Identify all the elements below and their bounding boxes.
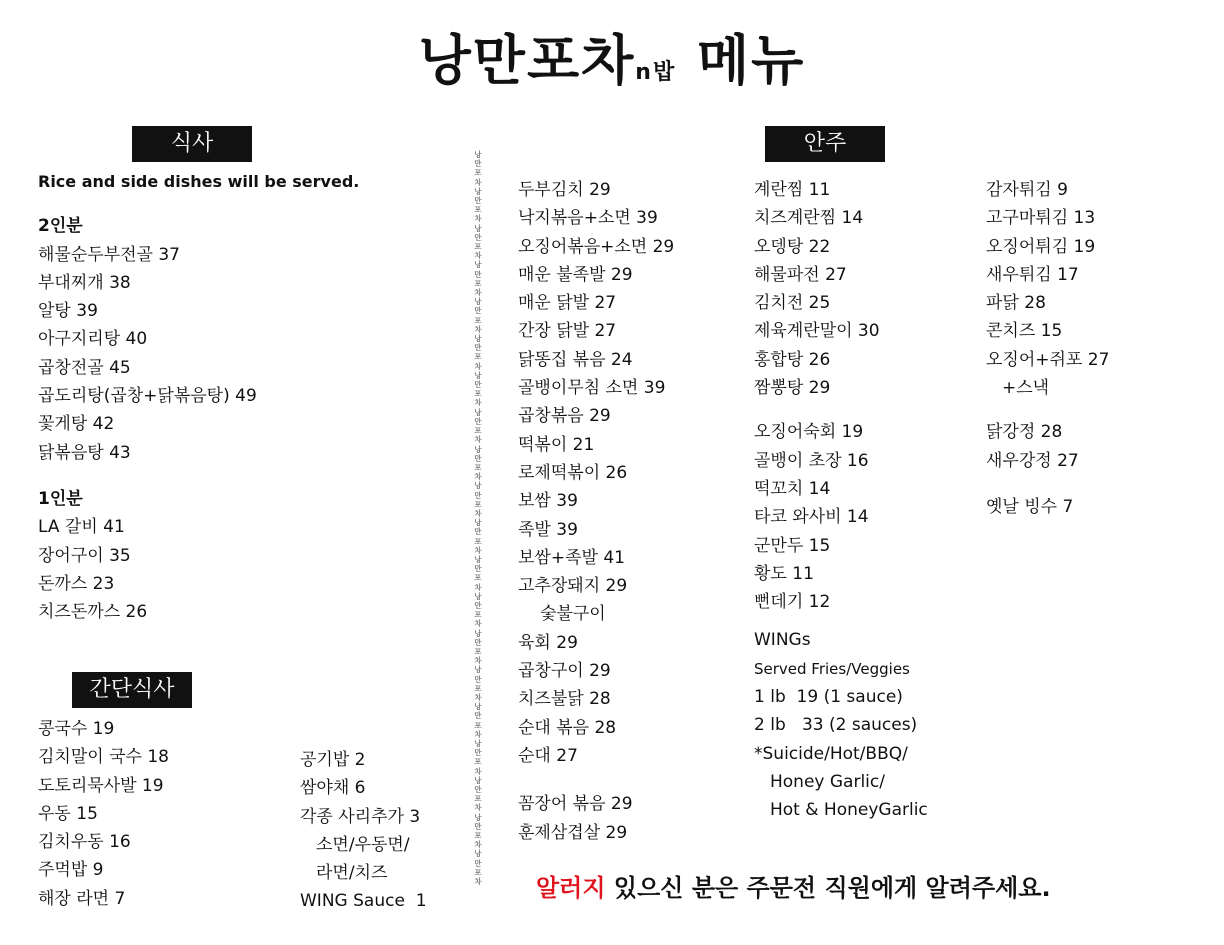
list-item: 떡볶이 21 xyxy=(518,434,595,455)
list-item-sub: 숯불구이 xyxy=(540,604,606,625)
list-item: 오징어숙회 19 xyxy=(754,422,864,443)
snacks-banner: 안주 xyxy=(765,126,885,162)
list-item: 골뱅이 초장 16 xyxy=(754,450,869,471)
list-item: 닭볶음탕 43 xyxy=(38,442,131,463)
two-person-header: 2인분 xyxy=(38,216,83,237)
list-item: 2 lb 33 (2 sauces) xyxy=(754,715,918,736)
one-person-header: 1인분 xyxy=(38,488,83,509)
list-item: 보쌈 39 xyxy=(518,491,578,512)
list-item: 홍합탕 26 xyxy=(754,349,831,370)
list-item: 오징어+쥐포 27 xyxy=(986,349,1110,370)
list-item-sub: 소면/우동면/ xyxy=(316,834,410,855)
list-item: LA 갈비 41 xyxy=(38,517,125,538)
allergy-word: 알러지 xyxy=(536,874,606,902)
list-item: 뻔데기 12 xyxy=(754,592,831,613)
list-item: *Suicide/Hot/BBQ/ xyxy=(754,743,908,764)
list-item: 새우강정 27 xyxy=(986,450,1079,471)
list-item: 족발 39 xyxy=(518,519,578,540)
list-item: 타코 와사비 14 xyxy=(754,507,869,528)
title-main: 낭만포차 xyxy=(418,29,636,92)
list-item: 우동 15 xyxy=(38,803,98,824)
wing-sauce-item: WING Sauce 1 xyxy=(300,891,427,912)
list-item: 공기밥 2 xyxy=(300,750,366,770)
list-item: 김치전 25 xyxy=(754,293,831,314)
rice-note: Rice and side dishes will be served. xyxy=(38,172,360,191)
list-item: 오뎅탕 22 xyxy=(754,236,831,257)
list-item: 매운 닭발 27 xyxy=(518,293,617,314)
list-item: 콘치즈 15 xyxy=(986,321,1063,342)
list-item: 매운 불족발 29 xyxy=(518,264,633,285)
meals-banner: 식사 xyxy=(132,126,252,162)
light-meal-list xyxy=(38,715,278,913)
list-item: 돈까스 23 xyxy=(38,573,115,594)
list-item: 곱도리탕(곱창+닭볶음탕) 49 xyxy=(38,386,257,407)
list-item: 로제떡볶이 26 xyxy=(518,462,628,483)
list-item: 옛날 빙수 7 xyxy=(986,496,1074,517)
list-item: 치즈계란찜 14 xyxy=(754,208,864,229)
list-item: 알탕 39 xyxy=(38,301,98,322)
snack-column-2 xyxy=(754,176,979,825)
list-item: 감자튀김 9 xyxy=(986,180,1068,200)
list-item: 곱창전골 45 xyxy=(38,357,131,378)
list-item: 각종 사리추가 3 xyxy=(300,806,421,827)
list-item: 김치말이 국수 18 xyxy=(38,747,169,768)
list-item: 낙지볶음+소면 39 xyxy=(518,208,658,229)
list-item: 떡꼬치 14 xyxy=(754,478,831,499)
list-item-sub: 라면/치즈 xyxy=(316,863,388,884)
list-item: 해장 라면 7 xyxy=(38,888,126,909)
list-item: 황도 11 xyxy=(754,563,814,584)
extras-list xyxy=(300,746,470,916)
list-item: 오징어튀김 19 xyxy=(986,236,1096,257)
list-item: 김치우동 16 xyxy=(38,832,131,853)
list-item: 도토리묵사발 19 xyxy=(38,775,164,796)
list-item: 새우튀김 17 xyxy=(986,264,1079,285)
list-item: 치즈불닭 28 xyxy=(518,689,611,710)
allergy-notice xyxy=(536,868,1051,903)
list-item: 간장 닭발 27 xyxy=(518,321,617,342)
light-meal-banner: 간단식사 xyxy=(72,672,192,708)
list-item: 계란찜 11 xyxy=(754,180,831,200)
list-item: 콩국수 19 xyxy=(38,719,115,739)
list-item: 오징어볶음+소면 29 xyxy=(518,236,675,257)
snack-column-1 xyxy=(518,176,748,847)
title-tail: 메뉴 xyxy=(676,29,806,92)
list-item: 짬뽕탕 29 xyxy=(754,378,831,399)
list-item: 부대찌개 38 xyxy=(38,272,131,293)
list-item: 꽃게탕 42 xyxy=(38,414,115,435)
list-item: 두부김치 29 xyxy=(518,180,611,200)
list-item-sub: +스낵 xyxy=(1002,378,1050,399)
list-item: 군만두 15 xyxy=(754,535,831,556)
wings-note: Served Fries/Veggies xyxy=(754,659,910,678)
vertical-decorative-text: 낭만포차낭만포차낭만포차낭만포차낭만포차낭만포차낭만포차낭만포차낭만포차낭만포차낭만포차낭만포차낭만포차낭만포차낭만포차낭만포차낭만포차낭만포차낭만포차낭만포차 xyxy=(474,150,482,887)
menu-title xyxy=(0,18,1224,95)
snack-column-3 xyxy=(986,176,1186,521)
list-item-sub: Hot & HoneyGarlic xyxy=(770,800,928,821)
list-item: 곱창볶음 29 xyxy=(518,406,611,427)
list-item: 주먹밥 9 xyxy=(38,860,104,881)
wings-header: WINGs xyxy=(754,630,811,651)
list-item: 닭강정 28 xyxy=(986,422,1063,443)
list-item: 꼼장어 볶음 29 xyxy=(518,794,633,815)
list-item: 순대 볶음 28 xyxy=(518,717,617,738)
list-item: 치즈돈까스 26 xyxy=(38,602,148,623)
list-item: 파닭 28 xyxy=(986,293,1046,314)
list-item: 보쌈+족발 41 xyxy=(518,547,625,568)
list-item: 쌈야채 6 xyxy=(300,778,366,799)
list-item: 고구마튀김 13 xyxy=(986,208,1096,229)
allergy-rest: 있으신 분은 주문전 직원에게 알려주세요. xyxy=(605,874,1051,902)
list-item: 해물순두부전골 37 xyxy=(38,244,180,265)
list-item: 닭똥집 볶음 24 xyxy=(518,349,633,370)
list-item: 고추장돼지 29 xyxy=(518,576,628,597)
list-item-sub: Honey Garlic/ xyxy=(770,771,885,792)
list-item: 제육계란말이 30 xyxy=(754,321,880,342)
list-item: 1 lb 19 (1 sauce) xyxy=(754,687,903,708)
list-item: 아구지리탕 40 xyxy=(38,329,148,350)
list-item: 훈제삼겹살 29 xyxy=(518,822,628,843)
title-sub: n밥 xyxy=(635,60,677,85)
list-item: 해물파전 27 xyxy=(754,264,847,285)
list-item: 육회 29 xyxy=(518,632,578,653)
list-item: 순대 27 xyxy=(518,745,578,766)
list-item: 곱창구이 29 xyxy=(518,661,611,682)
list-item: 골뱅이무침 소면 39 xyxy=(518,378,666,399)
meals-section xyxy=(38,168,458,626)
list-item: 장어구이 35 xyxy=(38,545,131,566)
